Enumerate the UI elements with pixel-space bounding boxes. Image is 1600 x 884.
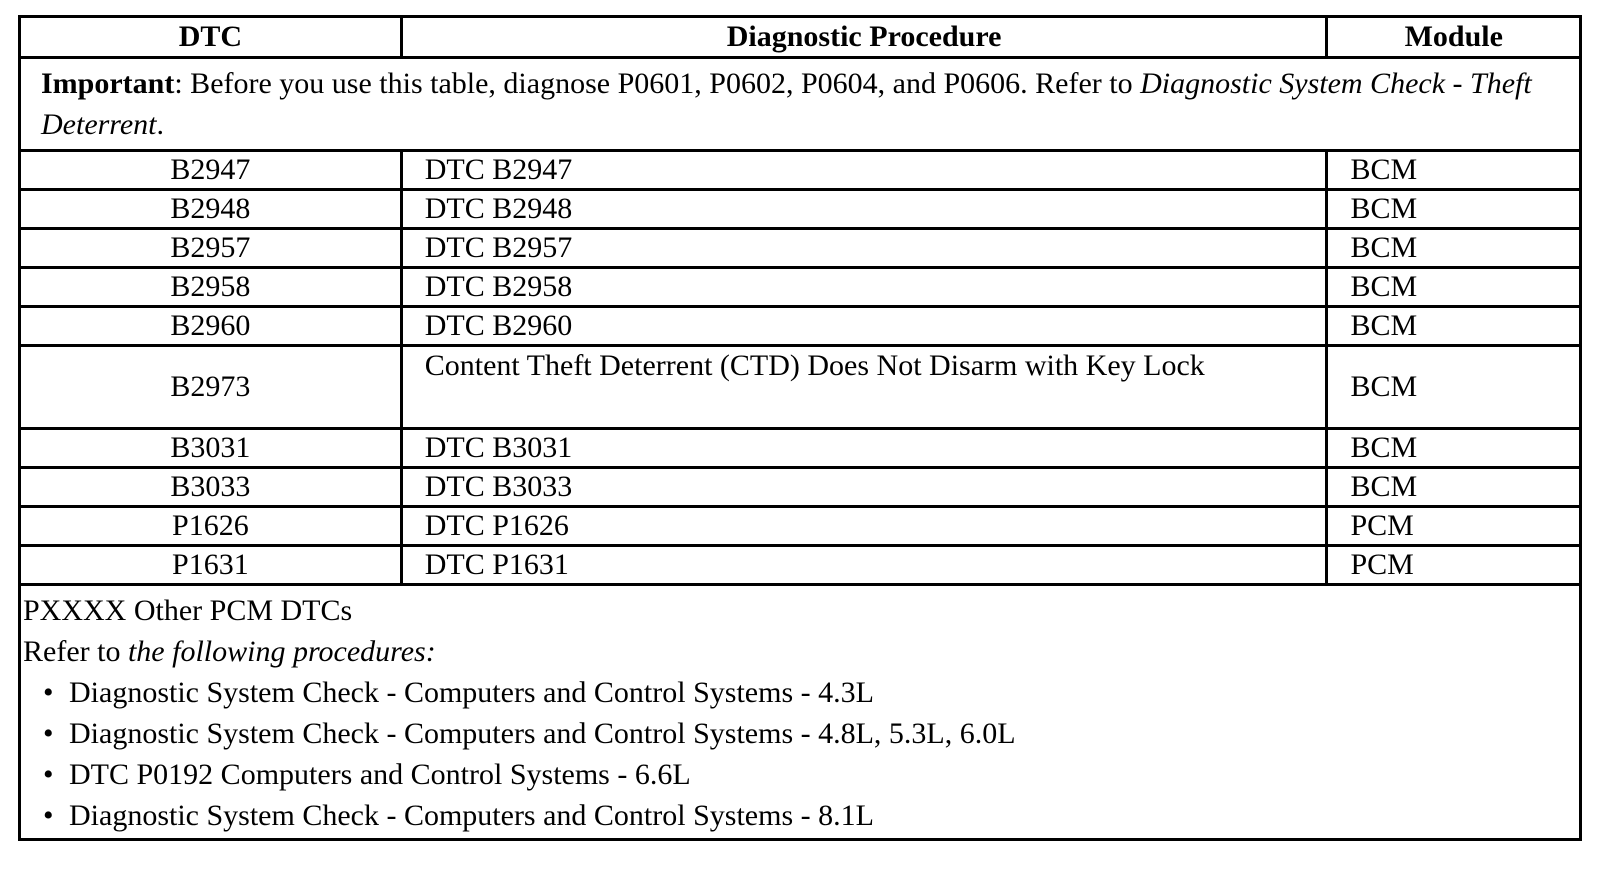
- dtc-code: B3031: [20, 429, 402, 468]
- dtc-code: P1626: [20, 507, 402, 546]
- list-item: [21, 754, 1579, 795]
- procedure-link[interactable]: DTC P1626: [401, 507, 1327, 546]
- procedure-link[interactable]: Diagnostic System Check - Computers and Control Systems - 4.3L: [69, 676, 874, 709]
- module-value: BCM: [1327, 307, 1581, 346]
- bullet-icon: •: [43, 758, 54, 791]
- list-item: [21, 713, 1579, 754]
- procedure-link[interactable]: DTC P1631: [401, 546, 1327, 585]
- header-procedure: Diagnostic Procedure: [401, 17, 1327, 58]
- refer-prefix: Refer to: [23, 635, 128, 668]
- important-label: Important: [41, 67, 175, 100]
- dtc-code: B2958: [20, 268, 402, 307]
- procedure-link[interactable]: Content Theft Deterrent (CTD) Does Not Disarm with Key Lock: [401, 346, 1327, 429]
- table-row: [20, 229, 1581, 268]
- header-module: Module: [1327, 17, 1581, 58]
- module-value: BCM: [1327, 229, 1581, 268]
- module-value: BCM: [1327, 468, 1581, 507]
- procedure-link[interactable]: DTC B2957: [401, 229, 1327, 268]
- important-note-row: [20, 58, 1581, 151]
- other-dtcs-cell: [20, 585, 1581, 840]
- header-dtc: DTC: [20, 17, 402, 58]
- table-row: [20, 346, 1581, 429]
- bullet-icon: •: [43, 717, 54, 750]
- table-row: [20, 429, 1581, 468]
- table-row: [20, 268, 1581, 307]
- important-end: .: [156, 108, 165, 141]
- table-row: [20, 468, 1581, 507]
- refer-to-line: [21, 631, 1579, 672]
- other-dtcs-row: [20, 585, 1581, 840]
- table-row: [20, 151, 1581, 190]
- procedure-link[interactable]: DTC B2948: [401, 190, 1327, 229]
- procedure-link[interactable]: DTC B2958: [401, 268, 1327, 307]
- important-note: [20, 58, 1581, 151]
- dtc-table: [18, 15, 1582, 841]
- procedure-link[interactable]: Diagnostic System Check - Computers and Control Systems - 4.8L, 5.3L, 6.0L: [69, 717, 1016, 750]
- table-row: [20, 307, 1581, 346]
- module-value: BCM: [1327, 268, 1581, 307]
- module-value: BCM: [1327, 151, 1581, 190]
- list-item: [21, 672, 1579, 713]
- dtc-code: B2957: [20, 229, 402, 268]
- module-value: BCM: [1327, 429, 1581, 468]
- dtc-code: B2973: [20, 346, 402, 429]
- table-row: [20, 507, 1581, 546]
- procedure-list: [21, 672, 1579, 836]
- procedure-link[interactable]: DTC B3033: [401, 468, 1327, 507]
- bullet-icon: •: [43, 676, 54, 709]
- dtc-code: B2960: [20, 307, 402, 346]
- module-value: PCM: [1327, 546, 1581, 585]
- dtc-code: B2948: [20, 190, 402, 229]
- bullet-icon: •: [43, 799, 54, 832]
- procedure-link[interactable]: DTC B2960: [401, 307, 1327, 346]
- table-header-row: [20, 17, 1581, 58]
- other-pcm-dtcs-label: PXXXX Other PCM DTCs: [23, 594, 353, 627]
- table-row: [20, 190, 1581, 229]
- dtc-code: B2947: [20, 151, 402, 190]
- list-item: [21, 795, 1579, 836]
- module-value: BCM: [1327, 190, 1581, 229]
- procedure-link[interactable]: DTC B2947: [401, 151, 1327, 190]
- procedure-link[interactable]: DTC B3031: [401, 429, 1327, 468]
- dtc-code: P1631: [20, 546, 402, 585]
- important-text: : Before you use this table, diagnose P0601, P0602, P0604, and P0606. Refer to: [174, 67, 1141, 100]
- dtc-code: B3033: [20, 468, 402, 507]
- theft-deterrent-link[interactable]: Diagnostic System Check - Theft Deterrent: [41, 67, 1532, 141]
- module-value: BCM: [1327, 346, 1581, 429]
- following-procedures-label: the following procedures:: [127, 635, 436, 668]
- module-value: PCM: [1327, 507, 1581, 546]
- procedure-link[interactable]: Diagnostic System Check - Computers and Control Systems - 8.1L: [69, 799, 874, 832]
- procedure-link[interactable]: DTC P0192 Computers and Control Systems - 6.6L: [69, 758, 691, 791]
- table-row: [20, 546, 1581, 585]
